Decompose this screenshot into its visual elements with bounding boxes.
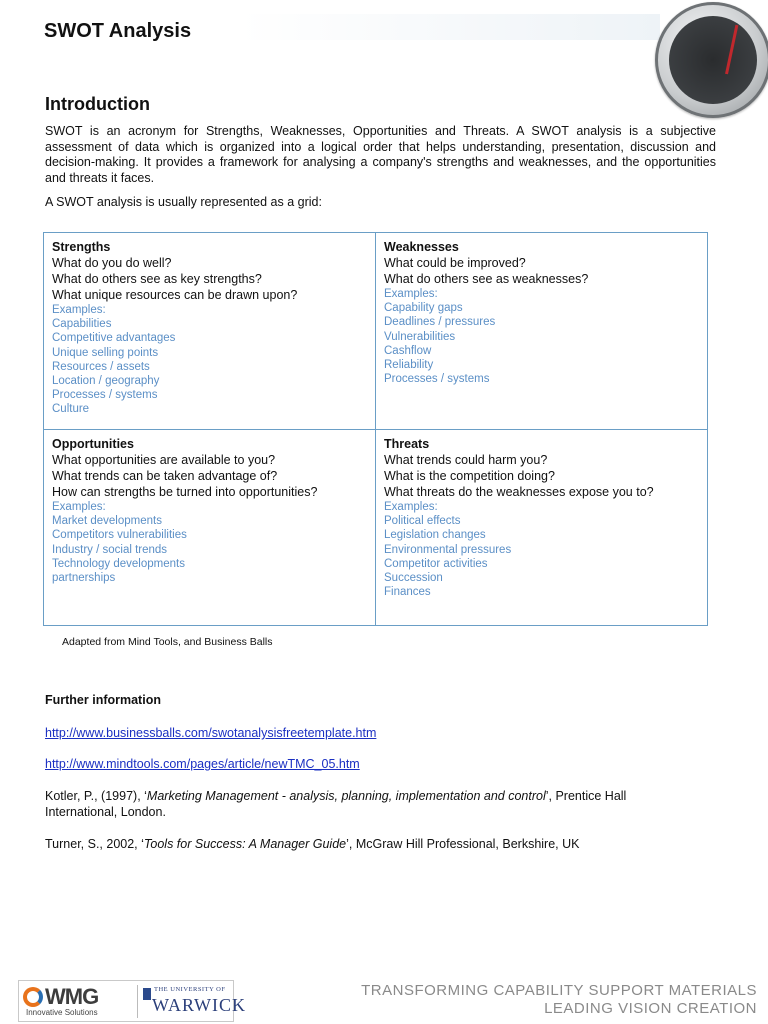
compass-dial [669, 16, 757, 104]
compass-icon [655, 2, 768, 118]
reference-title: Tools for Success: A Manager Guide [143, 837, 347, 851]
compass-needle [725, 25, 738, 75]
example-item: Vulnerabilities [384, 330, 456, 343]
footer-tagline-2: LEADING VISION CREATION [544, 1000, 757, 1017]
reference-turner [45, 836, 695, 852]
cell-question: What is the competition doing? [384, 469, 555, 483]
reference-text: ’, McGraw Hill Professional, Berkshire, UK [346, 837, 580, 851]
example-item: Environmental pressures [384, 543, 512, 556]
examples-list [384, 514, 699, 599]
cell-title: Threats [384, 437, 430, 451]
example-item: Technology developments [52, 557, 185, 570]
footer-tagline-1: TRANSFORMING CAPABILITY SUPPORT MATERIALS [361, 982, 757, 999]
examples-list [52, 317, 367, 416]
example-item: Culture [52, 403, 90, 416]
swot-grid [43, 232, 708, 626]
cell-question: What could be improved? [384, 256, 526, 270]
grid-lead-text: A SWOT analysis is usually represented as a grid: [45, 195, 322, 209]
cell-question: What do you do well? [52, 256, 172, 270]
examples-list [384, 301, 699, 386]
swot-cell-opportunities [44, 430, 376, 625]
example-item: Market developments [52, 515, 162, 528]
example-item: Cashflow [384, 344, 432, 357]
warwick-crest-icon [143, 988, 151, 1000]
example-item: Succession [384, 572, 443, 585]
example-item: Location / geography [52, 375, 160, 388]
examples-label: Examples: [52, 501, 106, 513]
further-information-heading: Further information [45, 693, 161, 707]
example-item: Competitor activities [384, 557, 488, 570]
example-item: Resources / assets [52, 360, 150, 373]
logo-divider [137, 985, 138, 1018]
cell-question: What opportunities are available to you? [52, 453, 276, 467]
swot-cell-strengths [44, 233, 376, 430]
cell-title: Strengths [52, 240, 111, 254]
example-item: Industry / social trends [52, 543, 168, 556]
cell-question: What threats do the weaknesses expose you to? [384, 485, 654, 499]
example-item: partnerships [52, 572, 116, 585]
cell-question: What trends can be taken advantage of? [52, 469, 278, 483]
introduction-heading: Introduction [45, 94, 150, 114]
source-credit: Adapted from Mind Tools, and Business Balls [62, 636, 273, 648]
example-item: Processes / systems [52, 389, 158, 402]
cell-title: Weaknesses [384, 240, 459, 254]
cell-question: What unique resources can be drawn upon? [52, 288, 298, 302]
example-item: Unique selling points [52, 346, 159, 359]
swot-cell-weaknesses [376, 233, 707, 430]
reference-text: Kotler, P., (1997), ‘ [45, 789, 147, 803]
reference-text: ’, Prentice Hall International, London. [45, 789, 627, 819]
example-item: Reliability [384, 359, 434, 372]
wmg-logo-text: WMG [45, 984, 99, 1009]
example-item: Competitive advantages [52, 332, 176, 345]
businessballs-link[interactable]: http://www.businessballs.com/swotanalysisfreetemplate.htm [45, 726, 377, 740]
cell-question: How can strengths be turned into opportunities? [52, 485, 318, 499]
page-title: SWOT Analysis [44, 20, 192, 42]
examples-label: Examples: [384, 288, 438, 300]
example-item: Capabilities [52, 318, 112, 331]
cell-question: What trends could harm you? [384, 453, 548, 467]
example-item: Competitors vulnerabilities [52, 529, 187, 542]
reference-title: Marketing Management - analysis, planning, implementation and control [146, 789, 546, 803]
wmg-logo-subtitle: Innovative Solutions [26, 1008, 98, 1017]
example-item: Deadlines / pressures [384, 316, 496, 329]
header-band [240, 14, 660, 40]
examples-list [52, 514, 367, 585]
examples-label: Examples: [52, 304, 106, 316]
example-item: Political effects [384, 515, 461, 528]
example-item: Finances [384, 586, 431, 599]
introduction-paragraph: SWOT is an acronym for Strengths, Weaknesses, Opportunities and Threats. A SWOT analysis is a subjective assessment of data which is organized into a logical order that helps understanding, presentation, discussion and decision-making. It provides a framework for analysing a company's strengths and weaknesses, and the opportunities and threats it faces. [45, 124, 716, 185]
cell-question: What do others see as weaknesses? [384, 272, 589, 286]
cell-question: What do others see as key strengths? [52, 272, 262, 286]
warwick-logo-top-text: THE UNIVERSITY OF [154, 986, 226, 993]
example-item: Processes / systems [384, 373, 490, 386]
cell-title: Opportunities [52, 437, 134, 451]
mindtools-link[interactable]: http://www.mindtools.com/pages/article/newTMC_05.htm [45, 757, 360, 771]
warwick-logo-text: WARWICK [152, 995, 246, 1015]
examples-label: Examples: [384, 501, 438, 513]
reference-text: Turner, S., 2002, ‘ [45, 837, 144, 851]
wmg-logo-icon [23, 987, 43, 1007]
swot-cell-threats [376, 430, 707, 625]
example-item: Legislation changes [384, 529, 486, 542]
reference-kotler [45, 788, 695, 820]
example-item: Capability gaps [384, 302, 463, 315]
footer-logos [18, 980, 246, 1022]
